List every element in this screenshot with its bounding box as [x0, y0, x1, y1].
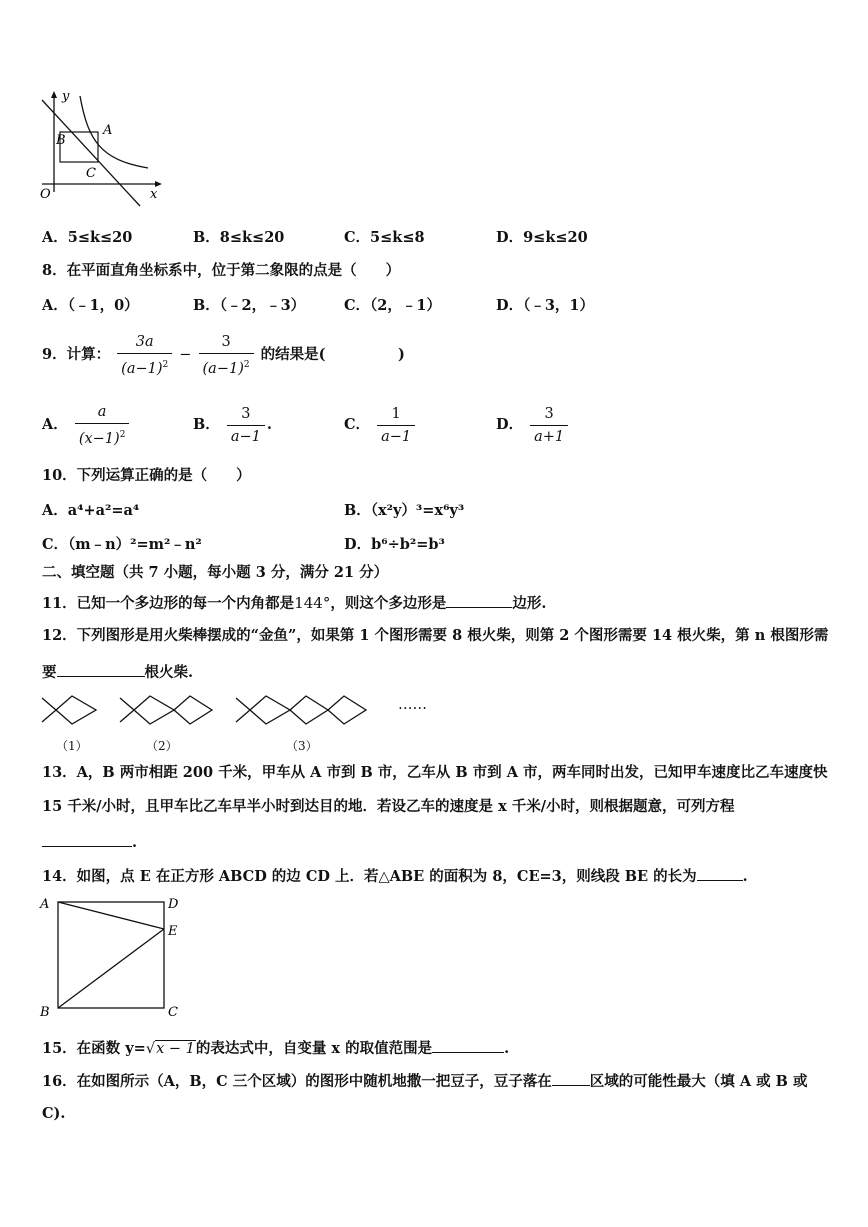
q9-option-a-letter: A．: [42, 416, 68, 433]
q7-option-d: D．9≤k≤20: [496, 229, 588, 246]
q10-stem: 10．下列运算正确的是（ ）: [42, 467, 251, 484]
q9-option-b-letter: B．: [193, 416, 220, 433]
q10-option-c: C．（m﹣n）²=m²﹣n²: [42, 536, 202, 553]
q14-text-end: .: [742, 868, 748, 885]
q9-option-d-denominator: a+1: [534, 428, 565, 445]
q7-option-b: B．8≤k≤20: [193, 229, 285, 246]
q9-option-d: [496, 400, 570, 450]
q8-option-c: C．（2，﹣1）: [344, 297, 441, 314]
q9-fraction-1: [117, 333, 172, 378]
q12-caption-2: （2）: [146, 739, 178, 753]
q11-answer-blank[interactable]: [446, 593, 512, 608]
q7-hyperbola-figure: [36, 88, 166, 208]
q9-minus: −: [179, 347, 192, 363]
q9-option-d-letter: D．: [496, 416, 524, 433]
goldfish-figure-1: [40, 688, 102, 732]
q12-caption-3: （3）: [286, 739, 318, 753]
q9-prefix: 9．计算：: [42, 346, 111, 363]
q13-line-2: 15 千米/小时，且甲车比乙车早半小时到达目的地．若设乙车的速度是 x 千米/小时，则根据题意，可列方程: [42, 798, 735, 815]
goldfish-figure-3: [234, 688, 374, 732]
q12-text-before: 要: [42, 664, 57, 681]
vertex-c-label: C: [168, 1005, 178, 1020]
q9-option-a-fraction: [75, 403, 130, 448]
q16-text-before: 16．在如图所示（A，B，C 三个区域）的图形中随机地撒一把豆子，豆子落在: [42, 1073, 552, 1090]
q9-frac1-exponent: 2: [162, 359, 169, 370]
q9-frac2-denominator: (a−1): [202, 360, 244, 377]
q15: [42, 1038, 509, 1058]
q9-suffix: 的结果是( ): [260, 346, 405, 363]
q12-ellipsis: ……: [398, 697, 427, 713]
q9-option-d-fraction: [530, 405, 568, 446]
point-b-label: B: [56, 133, 66, 148]
q9-option-b-fraction: [227, 405, 265, 446]
q9-option-c: [344, 400, 417, 450]
q16-text-after: 区域的可能性最大（填 A 或 B 或: [589, 1073, 808, 1090]
q11-text-end: 边形.: [512, 595, 547, 612]
q16-line-2: C).: [42, 1105, 66, 1122]
q9-frac2-exponent: 2: [243, 359, 250, 370]
goldfish-figure-2: [118, 688, 218, 732]
q14-stem: [42, 866, 748, 886]
q9-fraction-2: [199, 333, 254, 378]
q9-option-d-numerator: 3: [530, 405, 568, 426]
q16-answer-blank[interactable]: [552, 1071, 590, 1086]
q14-answer-blank[interactable]: [697, 866, 743, 881]
q9-option-c-denominator: a−1: [381, 428, 412, 445]
q9-option-c-numerator: 1: [377, 405, 415, 426]
q7-option-a: A．5≤k≤20: [42, 229, 133, 246]
q9-option-b-numerator: 3: [227, 405, 265, 426]
q13-line-3: [42, 832, 137, 852]
point-e-label: E: [168, 924, 178, 939]
point-c-label: C: [86, 166, 96, 181]
q8-stem: 8．在平面直角坐标系中，位于第二象限的点是（ ）: [42, 262, 401, 279]
q7-option-c: C．5≤k≤8: [344, 229, 425, 246]
q9-option-b-denominator: a−1: [230, 428, 261, 445]
vertex-d-label: D: [168, 897, 179, 912]
q9-option-a: [42, 400, 131, 450]
q8-option-a: A．（﹣1，0）: [42, 297, 139, 314]
q9-frac1-denominator: (a−1): [121, 360, 163, 377]
q11-angle: 144°: [294, 594, 331, 612]
q8-option-b: B．（﹣2，﹣3）: [193, 297, 306, 314]
q14-square-figure: [36, 892, 186, 1022]
origin-label: O: [40, 187, 51, 202]
q13-line-1: 13．A，B 两市相距 200 千米，甲车从 A 市到 B 市，乙车从 B 市到 A 市，两车同时出发，已知甲车速度比乙车速度快: [42, 764, 828, 781]
x-axis-label: x: [150, 187, 158, 202]
vertex-b-label: B: [40, 1005, 50, 1020]
q16-line-1: [42, 1071, 807, 1091]
q9-frac1-numerator: 3a: [117, 333, 172, 354]
q12-caption-1: （1）: [56, 739, 88, 753]
q15-sqrt: √x − 1: [145, 1041, 195, 1057]
q10-option-b: B．（x²y）³=x⁶y³: [344, 502, 465, 519]
q15-text-end: .: [504, 1040, 510, 1057]
q12-text-after: 根火柴.: [144, 664, 194, 681]
q15-radicand: x − 1: [156, 1041, 195, 1057]
q13-answer-blank[interactable]: [42, 832, 132, 847]
q10-option-a: A．a⁴+a²=a⁴: [42, 502, 140, 519]
q8-option-d: D．（﹣3，1）: [496, 297, 595, 314]
q12-answer-blank[interactable]: [57, 662, 145, 677]
q9-option-a-numerator: a: [75, 403, 130, 424]
q9-option-b: [193, 400, 272, 450]
q15-text-after: 的表达式中，自变量 x 的取值范围是: [195, 1040, 433, 1057]
vertex-a-label: A: [40, 897, 50, 912]
q13-text-end: .: [132, 834, 138, 851]
q15-text-before: 15．在函数 y=: [42, 1040, 146, 1057]
q9-option-a-exponent: 2: [119, 429, 126, 440]
y-axis-label: y: [62, 89, 70, 104]
q10-option-d: D．b⁶÷b²=b³: [344, 536, 445, 553]
q9-frac2-numerator: 3: [199, 333, 254, 354]
q12-line-1: 12．下列图形是用火柴棒摆成的“金鱼”，如果第 1 个图形需要 8 根火柴，则第 2 个图形需要 14 根火柴，第 n 根图形需: [42, 627, 829, 644]
q9-option-c-letter: C．: [344, 416, 371, 433]
q14-text-before: 14．如图，点 E 在正方形 ABCD 的边 CD 上．若△ABE 的面积为 8，CE=3，则线段 BE 的长为: [42, 868, 697, 885]
q11-text-before: 11．已知一个多边形的每一个内角都是: [42, 595, 295, 612]
q9-option-a-denominator: (x−1): [78, 430, 120, 447]
q15-answer-blank[interactable]: [432, 1038, 504, 1053]
q11: [42, 593, 546, 613]
q9-stem: [42, 330, 405, 380]
q11-text-after: ，则这个多边形是: [330, 595, 447, 612]
point-a-label: A: [103, 123, 113, 138]
q9-option-c-fraction: [377, 405, 415, 446]
section-2-heading: 二、填空题（共 7 小题，每小题 3 分，满分 21 分）: [42, 564, 389, 581]
q9-option-b-tail: .: [266, 416, 272, 433]
q12-line-2: [42, 662, 193, 682]
